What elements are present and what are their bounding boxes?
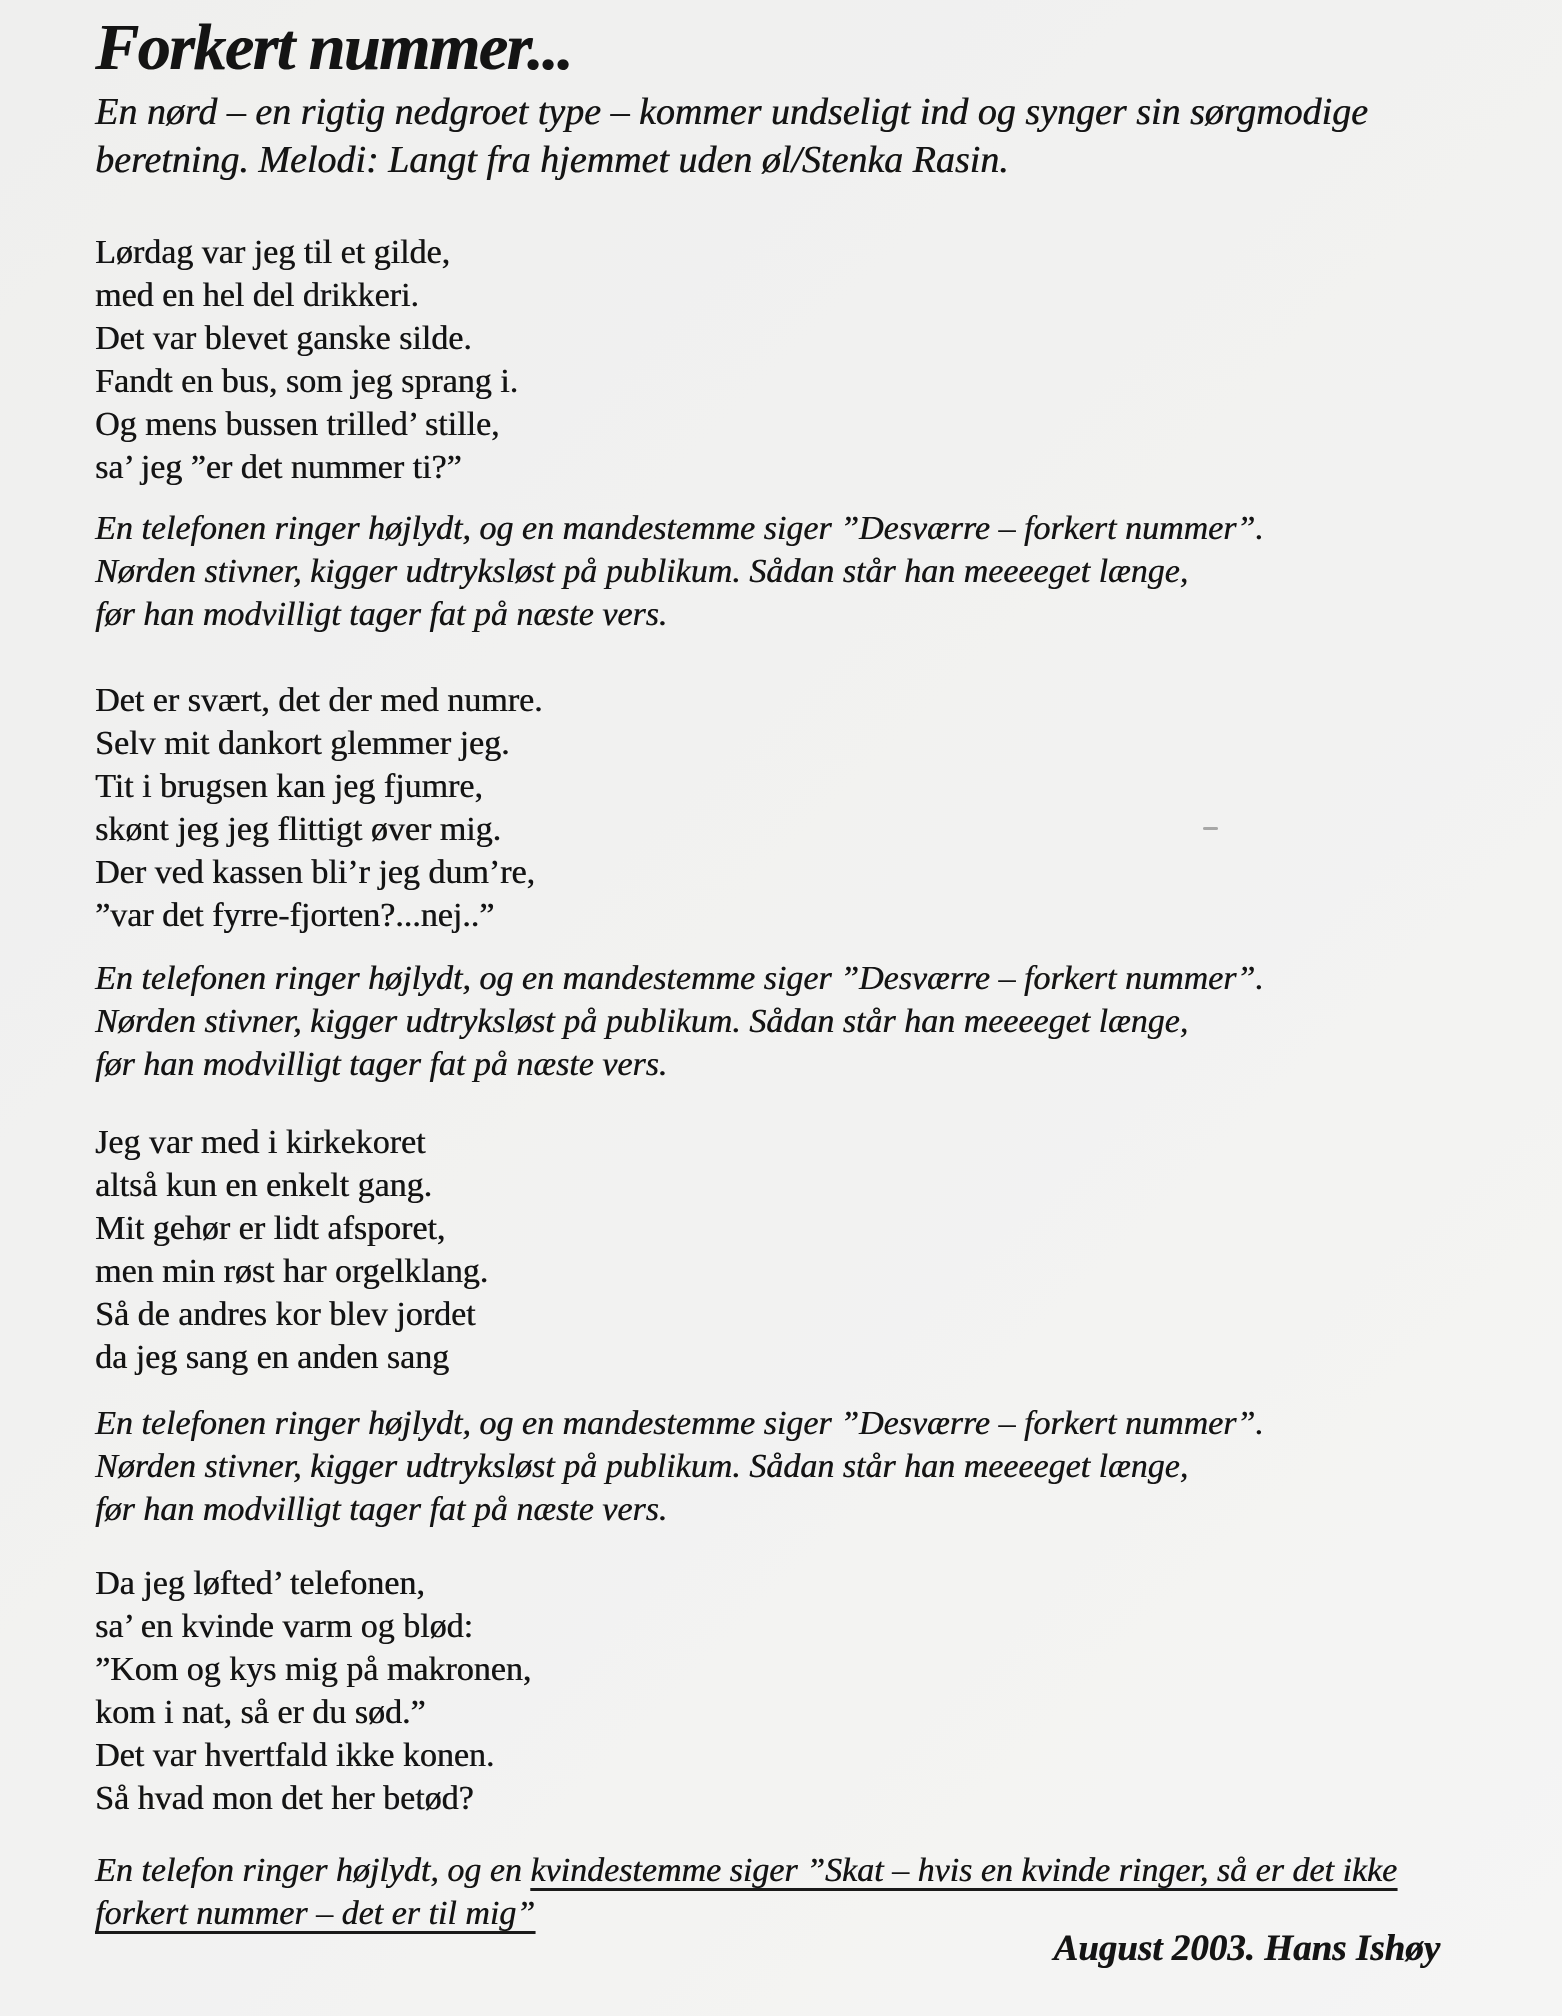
- verse-line: Tit i brugsen kan jeg fjumre,: [95, 768, 483, 805]
- scan-artifact-dash: [1203, 827, 1218, 830]
- refrain-line: En telefonen ringer højlydt, og en mandestemme siger ”Desværre – forkert nummer”.: [95, 510, 1264, 547]
- verse-line: Jeg var med i kirkekoret: [95, 1124, 426, 1161]
- refrain-line: En telefonen ringer højlydt, og en mandestemme siger ”Desværre – forkert nummer”.: [95, 960, 1264, 997]
- verse-line: sa’ jeg ”er det nummer ti?”: [95, 449, 462, 486]
- refrain-line: En telefonen ringer højlydt, og en mandestemme siger ”Desværre – forkert nummer”.: [95, 1405, 1264, 1442]
- verse-line: Der ved kassen bli’r jeg dum’re,: [95, 854, 535, 891]
- verse-line: Lørdag var jeg til et gilde,: [95, 234, 450, 271]
- verse-line: med en hel del drikkeri.: [95, 277, 419, 314]
- verse-line: men min røst har orgelklang.: [95, 1253, 489, 1290]
- verse-line: ”Kom og kys mig på makronen,: [95, 1651, 532, 1688]
- refrain-line: før han modvilligt tager fat på næste vers.: [95, 1046, 668, 1083]
- song-title: Forkert nummer...: [95, 11, 572, 84]
- final-refrain-underlined-1: kvindestemme siger ”Skat – hvis en kvinde ringer, så er det ikke: [530, 1852, 1398, 1889]
- verse-3: [95, 1121, 488, 1379]
- verse-line: ”var det fyrre-fjorten?...nej..”: [95, 897, 495, 934]
- refrain-2: [95, 957, 1264, 1086]
- verse-line: Det var hvertfald ikke konen.: [95, 1737, 495, 1774]
- verse-line: Fandt en bus, som jeg sprang i.: [95, 363, 519, 400]
- subtitle-line-2: beretning. Melodi: Langt fra hjemmet uden øl/Stenka Rasin.: [95, 139, 1009, 181]
- final-refrain-underlined-2: forkert nummer – det er til mig”: [95, 1895, 536, 1932]
- refrain-line: Nørden stivner, kigger udtryksløst på publikum. Sådan står han meeeeget længe,: [95, 553, 1189, 590]
- subtitle-line-1: En nørd – en rigtig nedgroet type – kommer undseligt ind og synger sin sørgmodige: [95, 91, 1368, 133]
- verse-4: [95, 1562, 531, 1820]
- verse-line: da jeg sang en anden sang: [95, 1339, 450, 1376]
- verse-line: Mit gehør er lidt afsporet,: [95, 1210, 446, 1247]
- verse-line: sa’ en kvinde varm og blød:: [95, 1608, 474, 1645]
- verse-line: kom i nat, så er du sød.”: [95, 1694, 426, 1731]
- verse-line: Selv mit dankort glemmer jeg.: [95, 725, 510, 762]
- final-refrain-line-1: [95, 1849, 1397, 1892]
- verse-2: [95, 679, 543, 937]
- verse-line: Det var blevet ganske silde.: [95, 320, 472, 357]
- verse-line: altså kun en enkelt gang.: [95, 1167, 433, 1204]
- verse-line: Og mens bussen trilled’ stille,: [95, 406, 500, 443]
- refrain-line: før han modvilligt tager fat på næste vers.: [95, 596, 668, 633]
- song-subtitle: [95, 88, 1368, 184]
- verse-line: Det er svært, det der med numre.: [95, 682, 543, 719]
- final-refrain: [95, 1849, 1397, 1935]
- refrain-line: Nørden stivner, kigger udtryksløst på publikum. Sådan står han meeeeget længe,: [95, 1003, 1189, 1040]
- verse-line: Så hvad mon det her betød?: [95, 1780, 474, 1817]
- refrain-line: før han modvilligt tager fat på næste vers.: [95, 1491, 668, 1528]
- author-signature: August 2003. Hans Ishøy: [1053, 1928, 1440, 1969]
- verse-line: Da jeg løfted’ telefonen,: [95, 1565, 425, 1602]
- verse-line: Så de andres kor blev jordet: [95, 1296, 476, 1333]
- verse-1: [95, 231, 518, 489]
- refrain-line: Nørden stivner, kigger udtryksløst på publikum. Sådan står han meeeeget længe,: [95, 1448, 1189, 1485]
- refrain-3: [95, 1402, 1264, 1531]
- refrain-1: [95, 507, 1264, 636]
- final-refrain-prefix: En telefon ringer højlydt, og en: [95, 1852, 531, 1889]
- verse-line: skønt jeg jeg flittigt øver mig.: [95, 811, 502, 848]
